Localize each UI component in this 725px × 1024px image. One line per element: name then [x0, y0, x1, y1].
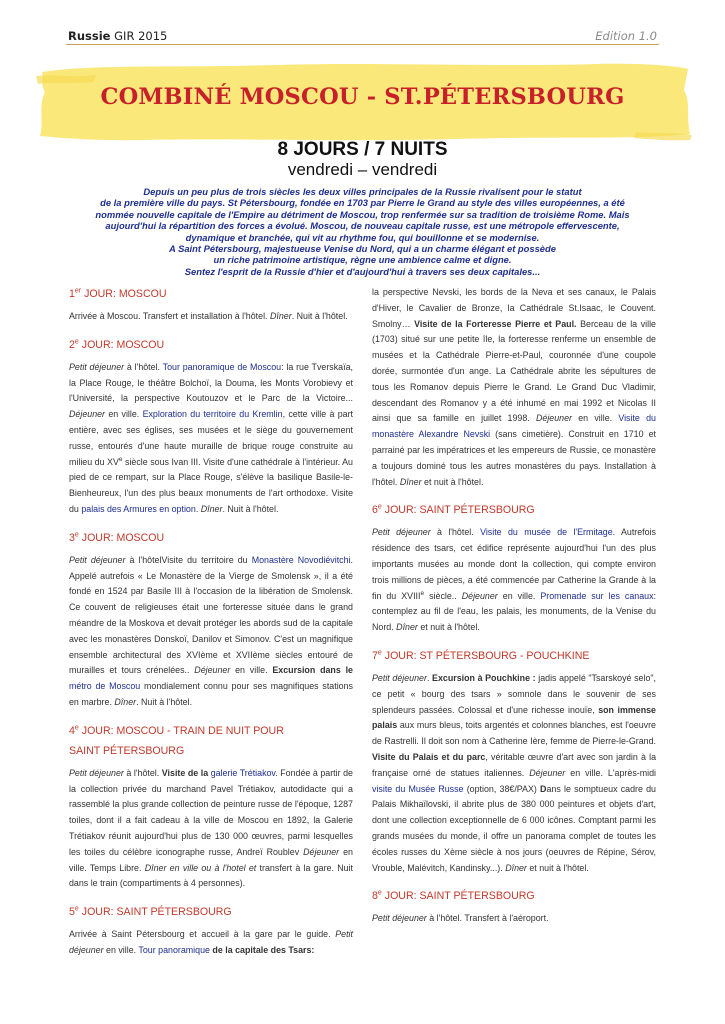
- day5-heading: 5e JOUR: SAINT PÉTERSBOURG: [69, 905, 232, 919]
- left-column: [69, 285, 353, 959]
- header-country: Russie: [68, 29, 111, 43]
- day8-text: Petit déjeuner à l'hôtel. Transfert à l'aéroport.: [372, 913, 549, 924]
- intro-line: un riche patrimoine artistique, règne une ambience calme et digne.: [213, 254, 512, 266]
- day8-heading: 8e JOUR: SAINT PÉTERSBOURG: [372, 889, 535, 903]
- right-column: [372, 285, 656, 927]
- link-musee-russe[interactable]: visite du Musée Russe: [372, 783, 464, 794]
- day2-text: Petit déjeuner à l'hôtel. Tour panoramique de Moscou: la rue Tverskaïa, la Place Rouge, le théâtre Bolchoï, la Douma, les Monts Vorobievy et l'Université, la perspective Koutouzov et le Parc de la Victoire... Déjeuner en ville. Exploration du territoire du Kremlin, cette ville à part entière, avec ses églises, ses musées et le siège du gouvernement russe, entourés d'une haute muraille de brique rouge construite au milieu du XVe siècle sous Ivan III. Visite d'une cathédrale à l'intérieur. Au pied de ce rempart, sur la Place Rouge, s'élève la basilique Basile-le-Bienheureux, l'un des plus beaux monuments de l'art orthodoxe. Visite du palais des Armures en option. Dîner. Nuit à l'hôtel.: [69, 361, 354, 514]
- intro-line: A Saint Pétersbourg, majestueuse Venise du Nord, qui a un charme élégant et possède: [169, 243, 556, 255]
- intro-line: nommée nouvelle capitale de l'Empire au détriment de Moscou, trop renfermée sur sa tradition de troisième Rome. Mais: [95, 208, 630, 220]
- intro-line: dynamique et branchée, qui vit au rhythme fou, qui bouillonne et se modernise.: [185, 231, 540, 243]
- header-divider: [66, 44, 659, 45]
- day4-text: Petit déjeuner à l'hôtel. Visite de la galerie Trétiakov. Fondée à partir de la collection privée du marchand Pavel Trétiakov, autodidacte qui a rassemblé la plus grande collection de peinture russe de l'époque, 1287 toiles, dont il a fait cadeau à la ville de Moscou en 1892, la Galerie Trétiakov réunit aujourd'hui plus de 130 000 œuvres, parmi lesquelles les toiles du célèbre iconographe russe, Andreï Roublev Déjeuner en ville. Temps Libre. Dîner en ville ou à l'hotel et transfert à la gare. Nuit dans le train (compartiments à 4 personnes).: [69, 767, 353, 889]
- duration-title: 8 JOURS / 7 NUITS: [277, 139, 448, 160]
- intro-paragraph: [70, 186, 655, 277]
- day6-text: Petit déjeuner à l'hôtel. Visite du musée de l'Ermitage. Autrefois résidence des tsars, cet édifice représente aujourd'hui l'un des plus importants musées au monde dont la collection, qui compte environ trois millions de pièces, a été commencée par Catherine la Grande à la fin du XVIIIe siècle.. Déjeuner en ville. Promenade sur les canaux: contemplez au fil de l'eau, les palais, les monuments, de la Venise du Nord. Dîner et nuit à l'hôtel.: [372, 527, 657, 633]
- header-edition: Edition 1.0: [595, 29, 657, 43]
- day5-text-continued: la perspective Nevski, les bords de la Neva et ses canaux, le Palais d'Hiver, le Cavalier de Bronze, la Cathédrale St.Isaac, le Couvent. Smolny… Visite de la Forteresse Pierre et Paul. Berceau de la ville (1703) situé sur une petite île, la forteresse renferme un ensemble de musées et la Cathédrale Pierre-et-Paul, couronnée d'une coupole dorée, surmontée d'un ange. La Cathédrale abrite les sépultures de tous les Romanov depuis Pierre le Grand. Le Grand Duc Vladimir, descendant des Romanov y a été inhumé en mai 1992 et Nicolas II ainsi que sa famille en juillet 1998. Déjeuner en ville. Visite du monastère Alexandre Nevski (sans cimetière). Construit en 1710 et parrainé par les impératrices et les empereurs de Russie, ce monastère a toujours dominé tous les autres monastères du pays. Installation à l'hôtel. Dîner et nuit à l'hôtel.: [372, 287, 656, 487]
- link-ermitage[interactable]: Visite du musée de l'Ermitage.: [480, 527, 616, 538]
- day3-text: Petit déjeuner à l'hôtelVisite du territoire du Monastère Novodiévitchi. Appelé autrefois « Le Monastère de la Vierge de Smolensk », il a été fondé en 1524 par Basile III à l'occasion de la libération de Smolensk. Ce couvent de religieuses était une forteresse située dans le grand méandre de la Moskova et devait protéger les abords sud de la capitale avec les monastères Donskoï, Danilov et Simonov. C'est un magnifique ensemble architectural des XVIème et XVIIème siècles entouré de murailles et tours crénelées.. Déjeuner en ville. Excursion dans le métro de Moscou mondialement connu pour ses magnifiques stations en marbre. Dîner. Nuit à l'hôtel.: [69, 554, 354, 707]
- day1-text: Arrivée à Moscou. Transfert et installation à l'hôtel. Dîner. Nuit à l'hôtel.: [69, 311, 348, 321]
- day5-text: Arrivée à Saint Pétersbourg et accueil à la gare par le guide. Petit déjeuner en ville. Tour panoramique de la capitale des Tsars:: [69, 929, 353, 955]
- days-subtitle: vendredi – vendredi: [287, 160, 438, 179]
- header-code: GIR 2015: [114, 29, 168, 43]
- link-novodievitchi[interactable]: Monastère Novodiévitchi: [251, 554, 351, 565]
- intro-line: Sentez l'esprit de la Russie d'hier et d'aujourd'hui à travers ses deux capitales...: [184, 265, 541, 277]
- link-tretiakov[interactable]: galerie Trétiakov: [210, 767, 276, 778]
- intro-line: Depuis un peu plus de trois siècles les deux villes principales de la Russie rivalisent pour le statut: [143, 186, 582, 197]
- link-metro[interactable]: métro de Moscou: [69, 681, 141, 692]
- link-tour-moscou[interactable]: Tour panoramique de Moscou: [162, 361, 282, 372]
- day3-heading: 3e JOUR: MOSCOU: [69, 531, 165, 544]
- intro-line: aujourd'hui la répartition des forces a évolué. Moscou, de nouveau capitale russe, est une métropole effervescente,: [105, 220, 620, 232]
- day6-heading: 6e JOUR: SAINT PÉTERSBOURG: [372, 503, 535, 517]
- day7-text: Petit déjeuner. Excursion à Pouchkine : jadis appelé "Tsarskoyé selo", ce petit « bourg des tsars » somnole dans le souvenir de ses splendeurs passées. Colossal et d'une richesse inouïe, son immense palais aux murs bleus, toits argentés et colonnes blanches, est l'oeuvre de Rastrelli. Il doit son nom à Catherine Ière, femme de Pierre-le-Grand. Visite du Palais et du parc, véritable œuvre d'art avec son jardin à la française orné de statues italiennes. Déjeuner en ville. L'après-midi visite du Musée Russe (option, 38€/PAX) Dans le somptueux cadre du Palais Mikhaïlovski, il abrite plus de 380 000 peintures et objets d'art, dont une collection exceptionnelle de 6 000 icônes. Comptant parmi les grands musées du monde, il offre un panorama complet de toutes les écoles russes du Xème siècle à nos jours (oeuvres de Répine, Sérov, Vrouble, Malévitch, Kandinsky...). Dîner et nuit à l'hôtel.: [372, 672, 657, 873]
- page-title: COMBINÉ MOSCOU - ST.PÉTERSBOURG: [100, 84, 625, 110]
- link-canaux[interactable]: Promenade sur les canaux: [540, 590, 654, 601]
- link-armures[interactable]: palais des Armures en option: [81, 503, 196, 514]
- day4-heading: 4e JOUR: MOSCOU - TRAIN DE NUIT POUR: [69, 724, 284, 737]
- day2-heading: 2e JOUR: MOSCOU: [69, 338, 165, 351]
- link-nevski[interactable]: Visite du monastère Alexandre Nevski: [372, 413, 656, 440]
- header-left: [68, 29, 167, 43]
- day7-heading: 7e JOUR: ST PÉTERSBOURG - POUCHKINE: [372, 649, 590, 662]
- day4-heading-line2: SAINT PÉTERSBOURG: [69, 744, 185, 757]
- link-kremlin[interactable]: Exploration du territoire du Kremlin: [142, 409, 283, 420]
- day1-heading: 1er JOUR: MOSCOU: [69, 287, 167, 300]
- link-tour-spb[interactable]: Tour panoramique: [138, 944, 210, 955]
- intro-line: de la première ville du pays. St Pétersbourg, fondée en 1703 par Pierre le Grand au style des villes européennes, a été: [100, 197, 625, 209]
